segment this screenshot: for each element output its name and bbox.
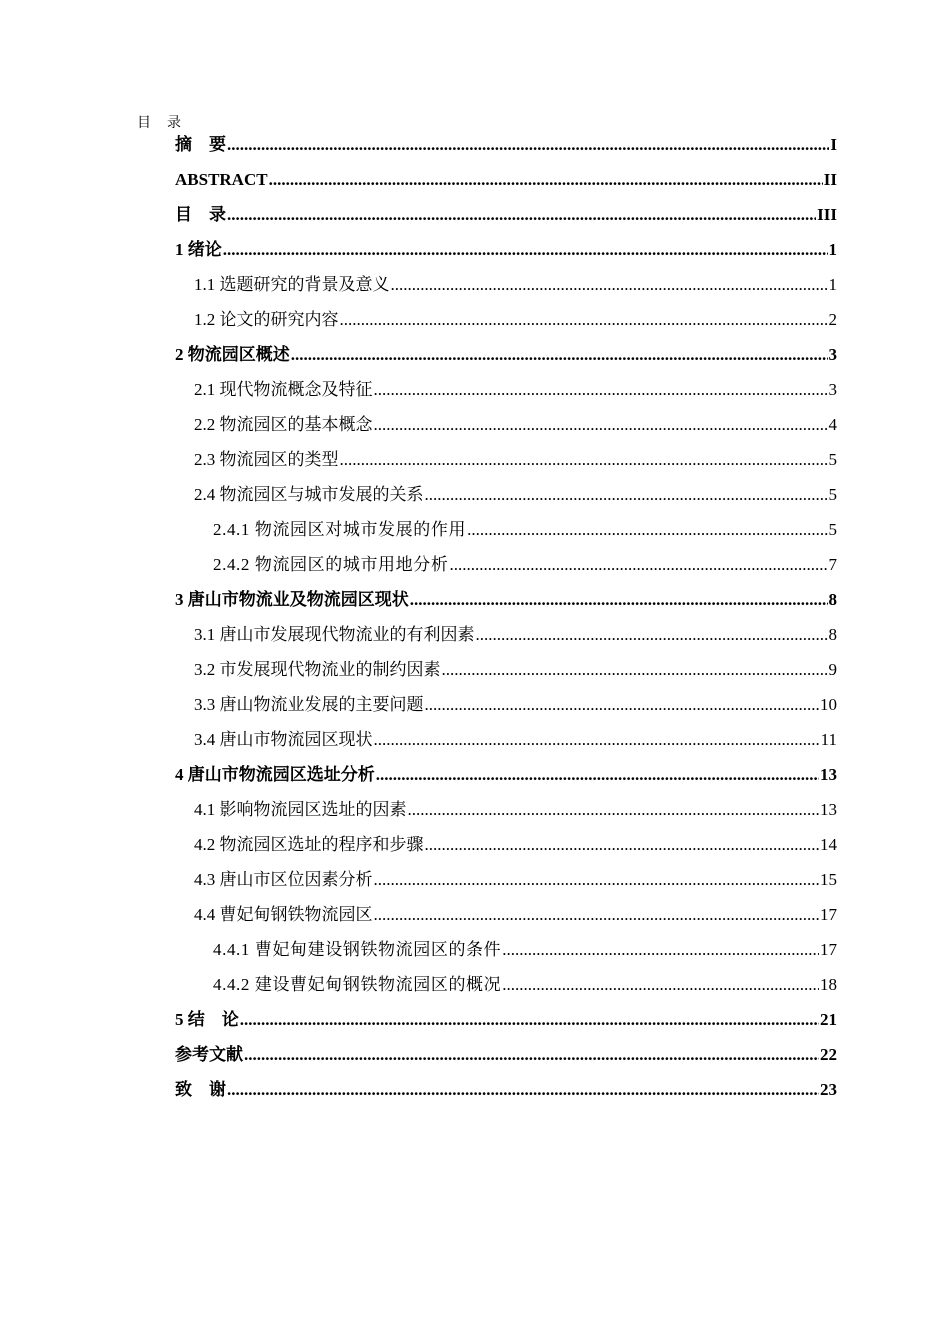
toc-entry-title: 4.4 曹妃甸钢铁物流园区 [194,905,373,924]
toc-entry-title: 2.2 物流园区的基本概念 [194,415,373,434]
toc-entry[interactable] [175,687,837,722]
toc-dot-leader [408,792,820,827]
toc-dot-leader [410,582,828,617]
toc-entry[interactable] [175,547,837,582]
toc-entry[interactable] [175,967,837,1002]
toc-entry-page-number: 3 [828,345,837,364]
toc-entry-page-number: 8 [828,590,837,609]
toc-entry[interactable] [175,722,837,757]
toc-dot-leader [449,547,827,582]
toc-dot-leader [376,757,819,792]
toc-entry-title: 2.3 物流园区的类型 [194,450,339,469]
toc-entry[interactable] [175,1002,837,1037]
toc-entry[interactable] [175,442,837,477]
toc-entry-page-number: II [823,170,837,189]
toc-dot-leader [269,162,823,197]
toc-entry-page-number: 7 [828,555,837,574]
toc-entry[interactable] [175,162,837,197]
toc-entry-page-number: 18 [820,975,837,994]
toc-entry[interactable] [175,932,837,967]
toc-entry-title: 3.3 唐山物流业发展的主要问题 [194,695,424,714]
toc-entry[interactable] [175,757,837,792]
toc-entry[interactable] [175,337,837,372]
toc-entry-page-number: 9 [828,660,837,679]
toc-dot-leader [374,862,820,897]
toc-entry-title: 参考文献 [175,1045,243,1064]
toc-entry-title: 摘 要 [175,135,226,154]
toc-entry-title: 1.1 选题研究的背景及意义 [194,275,390,294]
toc-dot-leader [425,827,820,862]
toc-entry-page-number: 15 [820,870,837,889]
toc-dot-leader [340,302,828,337]
toc-dot-leader [240,1002,819,1037]
toc-entry-page-number: III [817,205,837,224]
toc-entry-page-number: 11 [820,730,837,749]
toc-entry-page-number: 2 [828,310,837,329]
toc-entry-page-number: 13 [820,765,837,784]
toc-entry-title: 2 物流园区概述 [175,345,290,364]
toc-dot-leader [374,722,820,757]
toc-dot-leader [374,372,828,407]
toc-entry-title: 2.4 物流园区与城市发展的关系 [194,485,424,504]
toc-entry-page-number: 4 [828,415,837,434]
toc-entry-title: 目 录 [175,205,226,224]
toc-entry[interactable] [175,127,837,162]
toc-entry-title: 2.1 现代物流概念及特征 [194,380,373,399]
toc-entry[interactable] [175,477,837,512]
toc-entry-title: 3.1 唐山市发展现代物流业的有利因素 [194,625,475,644]
toc-entry-page-number: 10 [820,695,837,714]
toc-entry-page-number: 5 [828,485,837,504]
toc-entry-page-number: 1 [828,240,837,259]
toc-entry-page-number: 5 [828,450,837,469]
toc-entry-page-number: 3 [828,380,837,399]
toc-entry-title: 1 绪论 [175,240,222,259]
toc-entry-page-number: 13 [820,800,837,819]
table-of-contents [175,127,837,1107]
toc-entry-page-number: 14 [820,835,837,854]
toc-entry[interactable] [175,617,837,652]
toc-entry-title: 4.2 物流园区选址的程序和步骤 [194,835,424,854]
toc-dot-leader [223,232,828,267]
toc-entry[interactable] [175,652,837,687]
toc-entry-title: 4.1 影响物流园区选址的因素 [194,800,407,819]
toc-entry-title: 3.2 市发展现代物流业的制约因素 [194,660,441,679]
toc-entry-title: 致 谢 [175,1080,226,1099]
toc-dot-leader [467,512,827,547]
toc-dot-leader [425,477,828,512]
toc-entry[interactable] [175,897,837,932]
toc-dot-leader [391,267,828,302]
toc-dot-leader [244,1037,819,1072]
toc-entry-title: 3.4 唐山市物流园区现状 [194,730,373,749]
toc-entry-page-number: I [830,135,837,154]
toc-entry[interactable] [175,862,837,897]
toc-entry[interactable] [175,792,837,827]
toc-entry[interactable] [175,582,837,617]
toc-dot-leader [227,197,816,232]
toc-entry[interactable] [175,372,837,407]
toc-entry-title: ABSTRACT [175,170,268,189]
toc-entry[interactable] [175,407,837,442]
toc-entry-page-number: 23 [820,1080,837,1099]
toc-entry-page-number: 17 [820,940,837,959]
toc-dot-leader [425,687,820,722]
toc-entry[interactable] [175,302,837,337]
toc-dot-leader [476,617,828,652]
toc-entry-page-number: 5 [828,520,837,539]
toc-entry-title: 2.4.2 物流园区的城市用地分析 [213,555,449,574]
toc-entry[interactable] [175,1072,837,1107]
toc-entry-title: 4.4.2 建设曹妃甸钢铁物流园区的概况 [213,975,502,994]
toc-entry-title: 5 结 论 [175,1010,239,1029]
toc-entry-page-number: 1 [828,275,837,294]
toc-entry[interactable] [175,827,837,862]
toc-dot-leader [340,442,828,477]
toc-entry[interactable] [175,267,837,302]
toc-dot-leader [374,407,828,442]
toc-entry-title: 4.4.1 曹妃甸建设钢铁物流园区的条件 [213,940,502,959]
toc-entry-title: 4.3 唐山市区位因素分析 [194,870,373,889]
toc-dot-leader [374,897,820,932]
toc-entry-page-number: 22 [820,1045,837,1064]
toc-entry[interactable] [175,197,837,232]
toc-entry[interactable] [175,232,837,267]
toc-entry-page-number: 17 [820,905,837,924]
toc-dot-leader [227,1072,819,1107]
toc-dot-leader [291,337,828,372]
toc-header-label: 目 录 [137,116,182,131]
toc-entry-title: 4 唐山市物流园区选址分析 [175,765,375,784]
toc-dot-leader [227,127,829,162]
toc-entry-title: 3 唐山市物流业及物流园区现状 [175,590,409,609]
toc-entry-title: 2.4.1 物流园区对城市发展的作用 [213,520,467,539]
toc-entry-title: 1.2 论文的研究内容 [194,310,339,329]
toc-dot-leader [502,932,819,967]
toc-entry-page-number: 8 [828,625,837,644]
toc-dot-leader [502,967,819,1002]
toc-dot-leader [442,652,828,687]
toc-entry[interactable] [175,1037,837,1072]
toc-entry[interactable] [175,512,837,547]
toc-entry-page-number: 21 [820,1010,837,1029]
